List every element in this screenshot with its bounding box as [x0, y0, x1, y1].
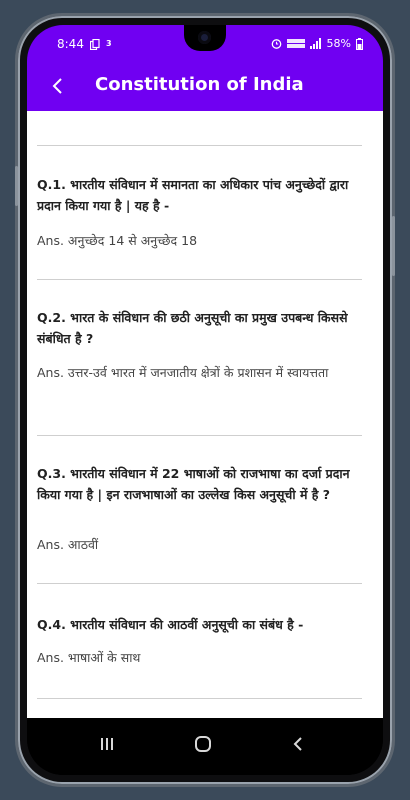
power-button [392, 216, 395, 276]
volume-button [15, 166, 18, 206]
home-icon[interactable] [194, 735, 212, 757]
answer-text: Ans. अनुच्छेद 14 से अनुच्छेद 18 [37, 233, 198, 248]
network-speed-label: 3 [105, 39, 112, 48]
question-list[interactable] [27, 111, 383, 718]
recent-apps-icon[interactable] [99, 736, 115, 756]
battery-icon [356, 38, 363, 50]
app-bar [27, 63, 383, 111]
page-title: Constitution of India [95, 74, 304, 95]
camera-icon [198, 31, 211, 44]
answer-text: Ans. भाषाओं के साथ [37, 650, 141, 665]
phone-frame [18, 16, 392, 784]
divider [37, 698, 362, 699]
question-text: Q.1. भारतीय संविधान में समानता का अधिकार पांच अनुच्छेदों द्वारा प्रदान किया गया है | यह है - [37, 177, 349, 213]
signal-icon [310, 38, 322, 49]
divider [37, 279, 362, 280]
divider [37, 435, 362, 436]
system-nav-bar [27, 718, 383, 775]
question-text: Q.2. भारत के संविधान की छठी अनुसूची का प्रमुख उपबन्ध किससे संबंधित है ? [37, 310, 348, 346]
alarm-icon [271, 38, 282, 49]
question-text: Q.3. भारतीय संविधान में 22 भाषाओं को राजभाषा का दर्जा प्रदान किया गया है | इन राजभाषाओं का उल्लेख किस अनुसूची में है ? [37, 466, 350, 502]
answer-text: Ans. उत्तर-उर्व भारत में जनजातीय क्षेत्रों के प्रशासन में स्वायत्तता [37, 365, 329, 380]
back-icon[interactable] [291, 736, 305, 756]
copy-notification-icon [90, 39, 100, 50]
battery-percent: 58% [326, 37, 351, 50]
divider [37, 145, 362, 146]
lte-icon [287, 38, 305, 49]
status-time: 8:44 [57, 37, 84, 51]
answer-text: Ans. आठवीं [37, 537, 99, 552]
question-text: Q.4. भारतीय संविधान की आठवीं अनुसूची का संबंध है - [37, 617, 304, 632]
divider [37, 583, 362, 584]
screen [27, 25, 383, 775]
back-arrow-icon[interactable] [43, 71, 73, 101]
